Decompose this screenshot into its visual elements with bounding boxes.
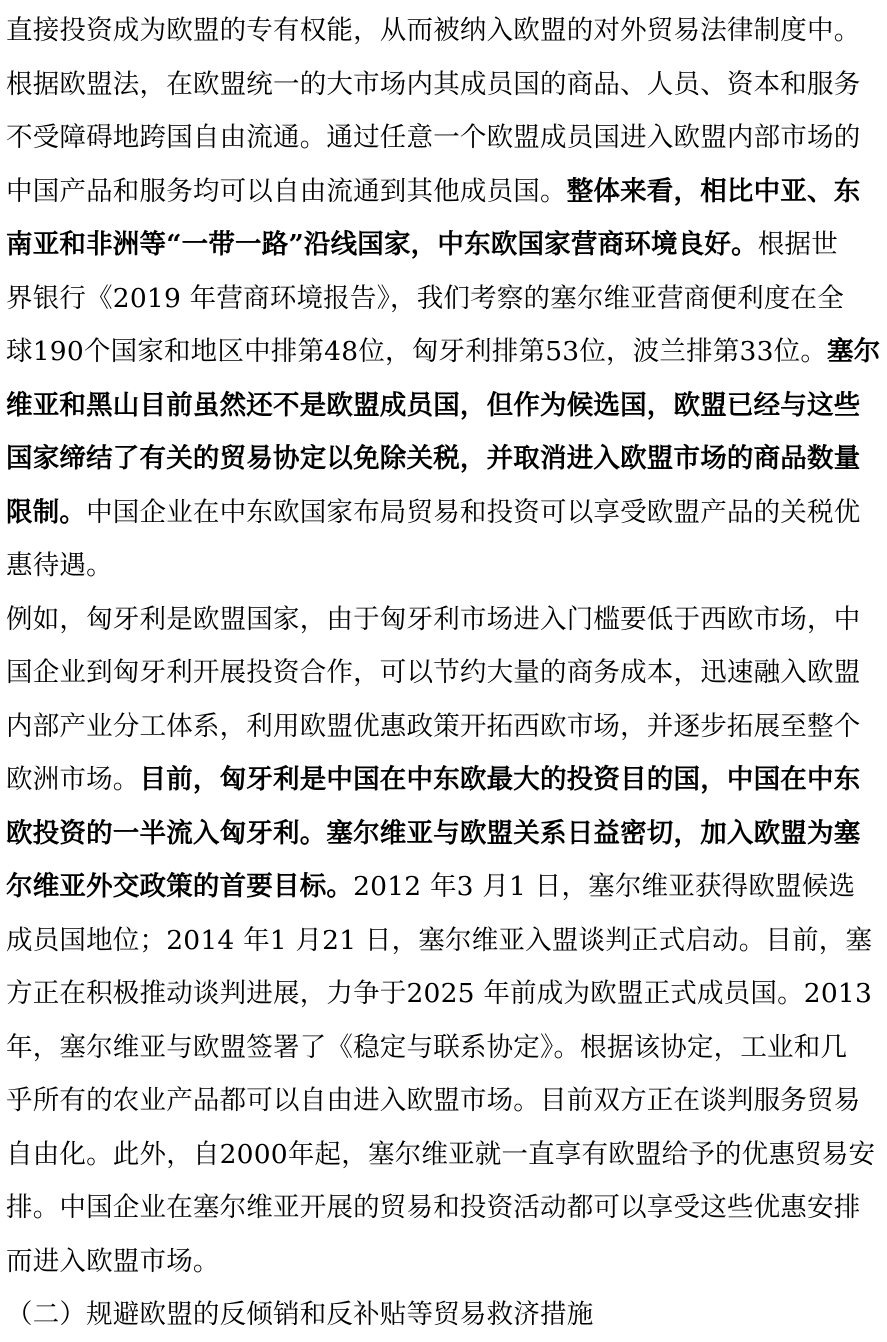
text-line [6, 58, 881, 112]
bold-text-run: 南亚和非洲等“一带一路”沿线国家，中东欧国家营商环境良好。 [6, 229, 758, 260]
text-run: 排。中国企业在塞尔维亚开展的贸易和投资活动都可以享受这些优惠安排 [6, 1192, 861, 1223]
text-run: 国企业到匈牙利开展投资合作，可以节约大量的商务成本，迅速融入欧盟 [6, 657, 861, 688]
text-line [6, 1181, 881, 1235]
text-line [6, 111, 881, 165]
section-heading [6, 1288, 881, 1342]
text-run: 2012 年3 月1 日，塞尔维亚获得欧盟候选 [353, 871, 856, 902]
text-line [6, 325, 881, 379]
text-line [6, 967, 881, 1021]
text-line [6, 379, 881, 433]
text-line [6, 1074, 881, 1128]
text-run: 年，塞尔维亚与欧盟签署了《稳定与联系协定》。根据该协定，工业和几 [6, 1031, 848, 1063]
text-line [6, 539, 881, 593]
text-run: 根据世 [757, 229, 838, 260]
text-line [6, 218, 881, 272]
text-line [6, 593, 881, 647]
text-line [6, 165, 881, 219]
bold-text-run: 尔维亚外交政策的首要目标。 [6, 871, 354, 902]
bold-text-run: 限制。 [6, 496, 87, 528]
text-line [6, 753, 881, 807]
heading-text: （二）规避欧盟的反倾销和反补贴等贸易救济措施 [6, 1299, 594, 1330]
bold-text-run: 目前，匈牙利是中国在中东欧最大的投资目的国，中国在中东 [139, 764, 861, 795]
text-run: 球190个国家和地区中排第48位，匈牙利排第53位，波兰排第33位。 [6, 336, 828, 367]
text-line [6, 807, 881, 861]
text-run: 界银行《2019 年营商环境报告》，我们考察的塞尔维亚营商便利度在全 [6, 282, 844, 314]
text-line [6, 914, 881, 968]
bold-text-run: 国家缔结了有关的贸易协定以免除关税，并取消进入欧盟市场的商品数量 [6, 443, 861, 474]
text-line [6, 486, 881, 540]
bold-text-run: 塞尔 [827, 336, 881, 367]
text-run: 惠待遇。 [6, 550, 113, 581]
bold-text-run: 维亚和黑山目前虽然还不是欧盟成员国，但作为候选国，欧盟已经与这些 [6, 389, 861, 421]
text-run: 中国产品和服务均可以自由流通到其他成员国。 [6, 175, 567, 207]
text-run: 例如，匈牙利是欧盟国家，由于匈牙利市场进入门槛要低于西欧市场，中 [6, 603, 861, 635]
text-line [6, 860, 881, 914]
text-line [6, 1021, 881, 1075]
text-line [6, 646, 881, 700]
text-run: 直接投资成为欧盟的专有权能，从而被纳入欧盟的对外贸易法律制度中。 [6, 15, 861, 46]
bold-text-run: 整体来看，相比中亚、东 [566, 175, 861, 207]
text-line [6, 1128, 881, 1182]
text-run: 自由化。此外，自2000年起，塞尔维亚就一直享有欧盟给予的优惠贸易安 [6, 1138, 876, 1170]
text-run: 乎所有的农业产品都可以自由进入欧盟市场。目前双方正在谈判服务贸易 [6, 1085, 861, 1116]
text-line [6, 700, 881, 754]
text-line [6, 4, 881, 58]
text-run: 成员国地位；2014 年1 月21 日，塞尔维亚入盟谈判正式启动。目前，塞 [6, 924, 873, 956]
text-run: 方正在积极推动谈判进展，力争于2025 年前成为欧盟正式成员国。2013 [6, 978, 873, 1009]
text-run: 欧洲市场。 [6, 764, 140, 795]
text-run: 而进入欧盟市场。 [6, 1245, 220, 1277]
bold-text-run: 欧投资的一半流入匈牙利。塞尔维亚与欧盟关系日益密切，加入欧盟为塞 [6, 817, 861, 849]
text-run: 不受障碍地跨国自由流通。通过任意一个欧盟成员国进入欧盟内部市场的 [6, 122, 861, 153]
text-run: 中国企业在中东欧国家布局贸易和投资可以享受欧盟产品的关税优 [86, 496, 861, 528]
text-run: 内部产业分工体系，利用欧盟优惠政策开拓西欧市场，并逐步拓展至整个 [6, 710, 861, 742]
text-run: 根据欧盟法，在欧盟统一的大市场内其成员国的商品、人员、资本和服务 [6, 68, 861, 100]
text-line [6, 272, 881, 326]
text-line [6, 1235, 881, 1289]
text-line [6, 432, 881, 486]
